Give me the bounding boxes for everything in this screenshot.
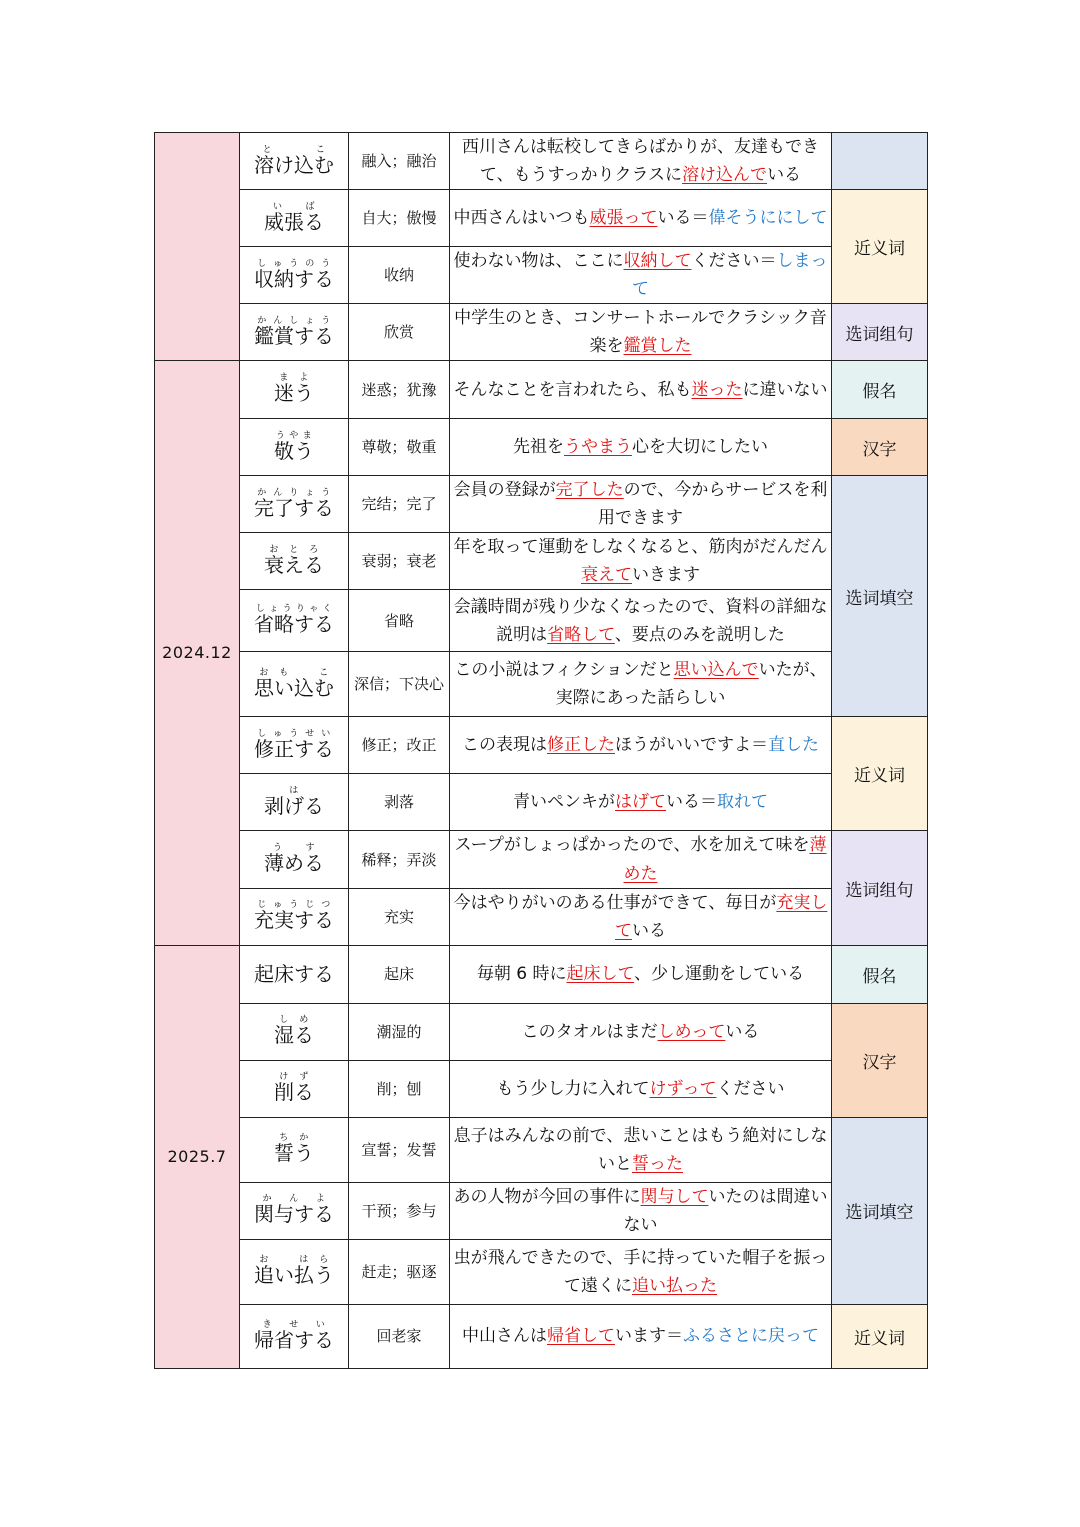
word-text: 敬う xyxy=(274,438,314,463)
example-text: 中西さんはいつも xyxy=(453,208,590,229)
example-cell xyxy=(450,533,832,590)
meaning-cell: 赶走；驱逐 xyxy=(349,1239,450,1304)
table-row xyxy=(155,133,928,190)
question-type-cell: 选词组句 xyxy=(832,304,928,361)
word-text: 威張る xyxy=(264,209,324,234)
word-cell xyxy=(240,476,349,533)
highlighted-word: 追い払った xyxy=(632,1275,717,1296)
example-cell xyxy=(450,1304,832,1368)
word-text: 追い払う xyxy=(254,1263,334,1288)
example-text: そんなことを言われたら、私も xyxy=(453,379,692,400)
word-text: 思い込む xyxy=(254,675,334,700)
word-cell xyxy=(240,419,349,476)
example-cell xyxy=(450,304,832,361)
word-text: 省略する xyxy=(254,612,334,637)
question-type-cell: 近义词 xyxy=(832,717,928,831)
vocabulary-table xyxy=(154,132,928,1369)
synonym-phrase: 直した xyxy=(768,735,819,756)
example-cell xyxy=(450,1003,832,1060)
table-row xyxy=(155,361,928,419)
word-reading: しめ xyxy=(274,1015,314,1026)
word-cell xyxy=(240,888,349,945)
example-text: ほうがいいですよ＝ xyxy=(615,735,768,756)
word-reading: まよ xyxy=(274,373,314,384)
table-row xyxy=(155,476,928,533)
word-text: 鑑賞する xyxy=(254,323,334,348)
highlighted-word: 思い込んで xyxy=(673,660,759,681)
word-text: 完了する xyxy=(254,495,334,520)
meaning-cell: 自大；傲慢 xyxy=(349,190,450,247)
example-text: 毎朝 6 時に xyxy=(476,964,567,985)
word-text: 迷う xyxy=(274,381,314,406)
word-reading: うす xyxy=(264,843,324,854)
word-cell xyxy=(240,1182,349,1239)
example-text: ください xyxy=(716,1078,785,1099)
table-row xyxy=(155,533,928,590)
example-text: 会員の登録が xyxy=(453,480,556,501)
table-row xyxy=(155,1060,928,1117)
meaning-cell: 尊敬；敬重 xyxy=(349,419,450,476)
date-cell xyxy=(155,133,240,361)
highlighted-word: 鑑賞した xyxy=(623,336,692,357)
meaning-cell: 迷惑；犹豫 xyxy=(349,361,450,419)
example-text: 中学生のとき、コンサートホールでクラシック音楽を xyxy=(454,308,827,357)
word-reading: しゅうせい xyxy=(254,728,334,739)
example-text: ください＝ xyxy=(691,251,777,272)
word-reading: おとろ xyxy=(264,544,324,555)
meaning-cell: 收纳 xyxy=(349,247,450,304)
example-text: 、要点のみを説明した xyxy=(614,624,785,645)
word-cell xyxy=(240,190,349,247)
word-cell xyxy=(240,774,349,831)
highlighted-word: 帰省して xyxy=(547,1326,615,1347)
date-cell: 2025.7 xyxy=(155,945,240,1368)
word-cell xyxy=(240,717,349,774)
word-reading: しゅうのう xyxy=(254,258,334,269)
word-cell xyxy=(240,945,349,1003)
example-text: 心を大切にしたい xyxy=(632,437,768,458)
highlighted-word: 衰えて xyxy=(581,565,632,586)
word-text: 関与する xyxy=(254,1202,334,1227)
meaning-cell: 省略 xyxy=(349,590,450,652)
example-text: 先祖を xyxy=(513,437,564,458)
meaning-cell: 削；刨 xyxy=(349,1060,450,1117)
example-text: います＝ xyxy=(615,1326,683,1347)
highlighted-word: 関与して xyxy=(640,1186,709,1207)
meaning-cell: 充实 xyxy=(349,888,450,945)
example-cell xyxy=(450,1117,832,1182)
example-text: もう少し力に入れて xyxy=(496,1078,650,1099)
table-row xyxy=(155,945,928,1003)
word-reading: いば xyxy=(264,201,324,212)
table-row xyxy=(155,1003,928,1060)
highlighted-word: 収納して xyxy=(623,251,692,272)
word-text: 衰える xyxy=(264,552,324,577)
example-text: ので、今からサービスを利用できます xyxy=(598,480,828,529)
meaning-cell: 干预；参与 xyxy=(349,1182,450,1239)
highlighted-word: 充実して xyxy=(615,892,828,941)
example-cell xyxy=(450,361,832,419)
word-cell xyxy=(240,1060,349,1117)
example-text: 使わない物は、ここに xyxy=(453,251,624,272)
example-text: に違いない xyxy=(742,379,828,400)
word-text: 誓う xyxy=(274,1141,314,1166)
example-cell xyxy=(450,419,832,476)
word-reading: うやま xyxy=(274,430,314,441)
word-text: 湿る xyxy=(274,1023,314,1048)
example-text: この表現は xyxy=(462,735,547,756)
question-type-cell: 汉字 xyxy=(832,1003,928,1117)
example-text: 青いペンキが xyxy=(513,792,615,813)
word-cell xyxy=(240,590,349,652)
word-reading: は xyxy=(264,785,324,796)
table-row xyxy=(155,190,928,247)
question-type-cell: 选词填空 xyxy=(832,1117,928,1304)
example-text: 、少し運動をしている xyxy=(634,964,805,985)
meaning-cell: 剥落 xyxy=(349,774,450,831)
highlighted-word: 威張って xyxy=(589,208,658,229)
highlighted-word: 省略して xyxy=(547,624,615,645)
word-text: 起床する xyxy=(254,961,334,986)
table-row xyxy=(155,304,928,361)
question-type-cell xyxy=(832,133,928,190)
example-cell xyxy=(450,1239,832,1304)
example-text: 西川さんは転校してきらばかりが、友達もできて、もうすっかりクラスに xyxy=(462,137,819,186)
word-reading: おも こ xyxy=(254,667,334,678)
example-text: 会議時間が残り少なくなったので、資料の詳細な説明は xyxy=(453,596,828,645)
word-cell xyxy=(240,133,349,190)
example-text: 年を取って運動をしなくなると、筋肉がだんだん xyxy=(453,537,828,558)
table-row xyxy=(155,1304,928,1368)
question-type-cell: 汉字 xyxy=(832,419,928,476)
example-text: 今はやりがいのある仕事ができて、毎日が xyxy=(453,892,777,913)
word-cell xyxy=(240,533,349,590)
example-cell xyxy=(450,476,832,533)
example-cell xyxy=(450,717,832,774)
example-cell xyxy=(450,652,832,717)
question-type-cell: 选词填空 xyxy=(832,476,928,717)
table-row xyxy=(155,888,928,945)
meaning-cell: 完结；完了 xyxy=(349,476,450,533)
synonym-phrase: 取れて xyxy=(717,792,768,813)
highlighted-word: 溶け込んで xyxy=(682,165,768,186)
example-cell xyxy=(450,774,832,831)
highlighted-word: うやまう xyxy=(564,437,632,458)
example-text: いる xyxy=(767,165,802,186)
meaning-cell: 欣赏 xyxy=(349,304,450,361)
example-text: いる xyxy=(725,1021,760,1042)
table-row xyxy=(155,590,928,652)
word-reading: ちか xyxy=(274,1133,314,1144)
word-text: 剥げる xyxy=(264,793,324,818)
example-cell xyxy=(450,945,832,1003)
synonym-phrase: しまって xyxy=(632,251,828,300)
meaning-cell: 宣誓；发誓 xyxy=(349,1117,450,1182)
word-cell xyxy=(240,1239,349,1304)
example-text: いる xyxy=(632,920,666,941)
word-cell xyxy=(240,1117,349,1182)
word-text: 修正する xyxy=(254,736,334,761)
table-row xyxy=(155,1182,928,1239)
example-text: あの人物が今回の事件に xyxy=(453,1186,641,1207)
word-reading: しょうりゃく xyxy=(254,604,334,615)
word-cell xyxy=(240,1304,349,1368)
highlighted-word: はげて xyxy=(615,792,666,813)
table-row xyxy=(155,1117,928,1182)
example-cell xyxy=(450,590,832,652)
word-reading: お はら xyxy=(254,1255,334,1266)
highlighted-word: 修正した xyxy=(547,735,615,756)
word-cell xyxy=(240,361,349,419)
vocabulary-table-body xyxy=(155,133,928,1369)
word-reading: けず xyxy=(274,1072,314,1083)
question-type-cell: 近义词 xyxy=(832,1304,928,1368)
example-text: いる＝ xyxy=(666,792,717,813)
word-reading: きせい xyxy=(254,1319,334,1330)
synonym-phrase: 偉そうににして xyxy=(708,208,828,229)
meaning-cell: 稀释；弄淡 xyxy=(349,831,450,888)
example-text: このタオルはまだ xyxy=(521,1021,658,1042)
highlighted-word: 薄めた xyxy=(623,835,827,884)
word-reading: かんよ xyxy=(254,1194,334,1205)
word-text: 薄める xyxy=(264,851,324,876)
example-text: いたが、実際にあった話らしい xyxy=(555,660,827,709)
example-text: この小説はフィクションだと xyxy=(454,660,674,681)
highlighted-word: 完了した xyxy=(555,480,624,501)
meaning-cell: 深信；下决心 xyxy=(349,652,450,717)
word-reading: じゅうじつ xyxy=(254,900,334,911)
highlighted-word: 迷った xyxy=(691,379,743,400)
word-cell xyxy=(240,1003,349,1060)
highlighted-word: 起床して xyxy=(566,964,635,985)
word-text: 削る xyxy=(274,1080,314,1105)
table-row xyxy=(155,1239,928,1304)
meaning-cell: 回老家 xyxy=(349,1304,450,1368)
example-text: 中山さんは xyxy=(462,1326,547,1347)
example-text: いる＝ xyxy=(657,208,709,229)
word-cell xyxy=(240,652,349,717)
table-row xyxy=(155,419,928,476)
word-text: 溶け込む xyxy=(254,152,334,177)
example-text: 息子はみんなの前で、悲いことはもう絶対にしないと xyxy=(453,1125,828,1174)
question-type-cell: 假名 xyxy=(832,361,928,419)
highlighted-word: けずって xyxy=(649,1078,717,1099)
example-cell xyxy=(450,888,832,945)
date-cell: 2024.12 xyxy=(155,361,240,945)
word-cell xyxy=(240,247,349,304)
example-cell xyxy=(450,190,832,247)
example-text: いたのは間違いない xyxy=(623,1186,828,1235)
table-row xyxy=(155,652,928,717)
example-text: 虫が飛んできたので、手に持っていた帽子を振って遠くに xyxy=(453,1247,828,1296)
word-reading: と こ xyxy=(254,144,334,155)
word-reading: かんりょう xyxy=(254,487,334,498)
question-type-cell: 近义词 xyxy=(832,190,928,304)
word-cell xyxy=(240,304,349,361)
question-type-cell: 假名 xyxy=(832,945,928,1003)
synonym-phrase: ふるさとに戻って xyxy=(683,1326,819,1347)
example-cell xyxy=(450,1182,832,1239)
highlighted-word: しめって xyxy=(657,1021,726,1042)
meaning-cell: 修正；改正 xyxy=(349,717,450,774)
example-cell xyxy=(450,831,832,888)
table-row xyxy=(155,774,928,831)
table-row xyxy=(155,717,928,774)
word-reading: かんしょう xyxy=(254,315,334,326)
example-cell xyxy=(450,133,832,190)
meaning-cell: 起床 xyxy=(349,945,450,1003)
example-text: スープがしょっぱかったので、水を加えて味を xyxy=(454,835,810,856)
word-cell xyxy=(240,831,349,888)
meaning-cell: 融入；融治 xyxy=(349,133,450,190)
example-cell xyxy=(450,247,832,304)
table-row xyxy=(155,831,928,888)
example-text: いきます xyxy=(632,565,700,586)
word-text: 充実する xyxy=(254,908,334,933)
example-cell xyxy=(450,1060,832,1117)
question-type-cell: 选词组句 xyxy=(832,831,928,945)
meaning-cell: 衰弱；衰老 xyxy=(349,533,450,590)
table-row xyxy=(155,247,928,304)
highlighted-word: 誓った xyxy=(632,1153,683,1174)
word-text: 帰省する xyxy=(254,1327,334,1352)
meaning-cell: 潮湿的 xyxy=(349,1003,450,1060)
word-text: 収納する xyxy=(254,266,334,291)
